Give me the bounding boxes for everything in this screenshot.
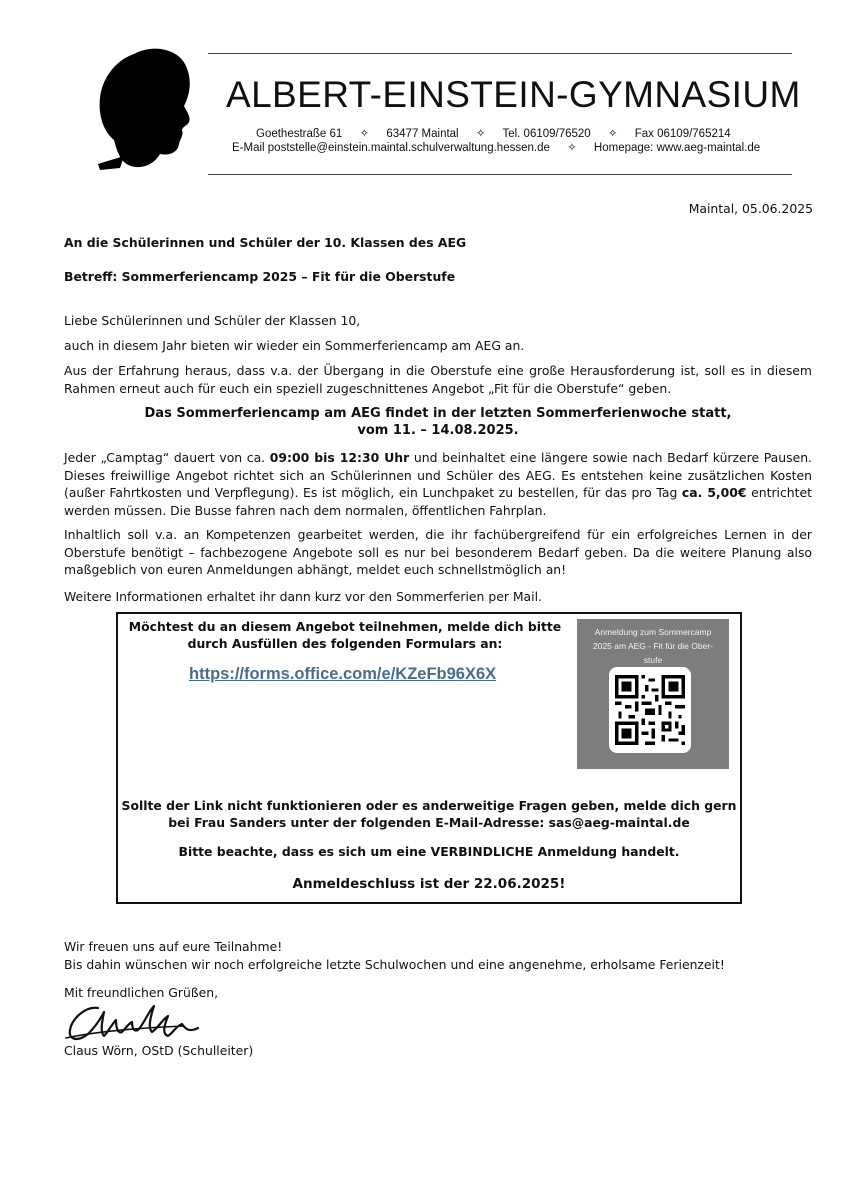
- camp-time: 09:00 bis 12:30 Uhr: [269, 450, 410, 465]
- street: Goethestraße 61: [256, 128, 343, 140]
- qr-caption-line-1: Anmeldung zum Sommercamp: [594, 627, 712, 637]
- subject: Betreff: Sommerferiencamp 2025 – Fit für die Oberstufe: [64, 269, 456, 284]
- paragraph-details: [64, 449, 812, 519]
- box-intro-line-1: Möchtest du an diesem Angebot teilnehmen, melde dich bitte: [128, 619, 562, 634]
- qr-code-card: [609, 667, 691, 753]
- registration-form-link[interactable]: https://forms.office.com/e/KZeFb96X6X: [189, 665, 497, 683]
- qr-code-icon[interactable]: [615, 675, 685, 745]
- phone: Tel. 06109/76520: [502, 128, 591, 140]
- contact-line: [232, 140, 760, 154]
- separator-icon: ✧: [567, 142, 577, 154]
- binding-notice: Bitte beachte, dass es sich um eine VERBINDLICHE Anmeldung handelt.: [178, 844, 680, 859]
- paragraph-transition: Aus der Erfahrung heraus, dass v.a. der Übergang in die Oberstufe eine große Herausforderung ist, soll es in diesem Rahmen erneut auch für euch ein speziell zugeschnittenes Angebot „Fit für die Oberstufe“ geben.: [64, 363, 812, 396]
- box-contact: [116, 797, 742, 831]
- closing-line-2: Bis dahin wünschen wir noch erfolgreiche letzte Schulwochen und eine angenehme, erholsame Ferienzeit!: [64, 957, 725, 972]
- date-line: Maintal, 05.06.2025: [688, 201, 813, 216]
- registration-deadline: Anmeldeschluss ist der 22.06.2025!: [292, 876, 566, 892]
- closing-line-1: Wir freuen uns auf eure Teilnahme!: [64, 939, 283, 954]
- separator-icon: ✧: [607, 128, 618, 140]
- qr-code-panel: [577, 619, 729, 769]
- contact-line-1: Sollte der Link nicht funktionieren oder es anderweitige Fragen geben, melde dich gern: [121, 798, 737, 813]
- details-text-c: und beinhaltet eine längere sowie nach Bedarf kürzere Pausen. Dieses freiwillige Angebot richtet sich an Schülerinnen und Schüler des AEG. Es entstehen keine zusätzlichen Kosten (außer Fahrtkosten und Verpflegung). Es ist möglich, ein Lunchpaket zu bestellen, für das pro Tag: [64, 450, 812, 500]
- highlight-line-1: Das Sommerferiencamp am AEG findet in der letzten Sommerferienwoche statt,: [144, 406, 732, 421]
- email: E-Mail poststelle@einstein.maintal.schulverwaltung.hessen.de: [232, 142, 550, 154]
- letterhead-top-rule: [208, 53, 792, 54]
- greeting: Liebe Schülerinnen und Schüler der Klassen 10,: [64, 313, 361, 328]
- school-name: ALBERT-EINSTEIN-GYMNASIUM: [226, 74, 801, 115]
- box-intro-line-2: durch Ausfüllen des folgenden Formulars an:: [187, 636, 503, 651]
- separator-icon: ✧: [475, 128, 486, 140]
- details-text-e: entrichtet werden müssen. Die Busse fahren nach dem normalen, öffentlichen Fahrplan.: [64, 485, 812, 518]
- homepage: Homepage: www.aeg-maintal.de: [593, 142, 761, 154]
- lunch-price: ca. 5,00€: [681, 485, 747, 500]
- signer-name: Claus Wörn, OStD (Schulleiter): [64, 1043, 254, 1058]
- handwritten-signature: [64, 998, 214, 1046]
- separator-icon: ✧: [359, 128, 370, 140]
- recipient: An die Schülerinnen und Schüler der 10. Klassen des AEG: [64, 235, 467, 250]
- einstein-silhouette-logo: [94, 44, 198, 172]
- paragraph-intro: auch in diesem Jahr bieten wir wieder ein Sommerferiencamp am AEG an.: [64, 338, 525, 353]
- qr-caption: [577, 625, 729, 667]
- paragraph-content: Inhaltlich soll v.a. an Kompetenzen gearbeitet werden, die ihr fachübergreifend für ein erfolgreiches Lernen in der Oberstufe benötigt – fachbezogene Angebote soll es nur bei besonderem Bedarf geben. Da die weitere Planung also maßgeblich von euren Anmeldungen abhängt, meldet euch schnellstmöglich an!: [64, 527, 812, 577]
- details-text-a: Jeder „Camptag“ dauert von ca.: [64, 450, 270, 465]
- letterhead-bottom-rule: [208, 174, 792, 175]
- qr-caption-line-3: stufe: [643, 655, 663, 665]
- contact-line-2: bei Frau Sanders unter der folgenden E-Mail-Adresse: sas@aeg-maintal.de: [168, 815, 690, 830]
- city: 63477 Maintal: [386, 128, 459, 140]
- box-intro: [120, 618, 570, 652]
- address-line: [256, 126, 731, 140]
- fax: Fax 06109/765214: [634, 128, 731, 140]
- regards: Mit freundlichen Grüßen,: [64, 985, 219, 1000]
- paragraph-info: Weitere Informationen erhaltet ihr dann kurz vor den Sommerferien per Mail.: [64, 589, 542, 604]
- qr-caption-line-2: 2025 am AEG - Fit für die Ober-: [593, 641, 713, 651]
- highlight-dates: vom 11. – 14.08.2025.: [357, 423, 519, 438]
